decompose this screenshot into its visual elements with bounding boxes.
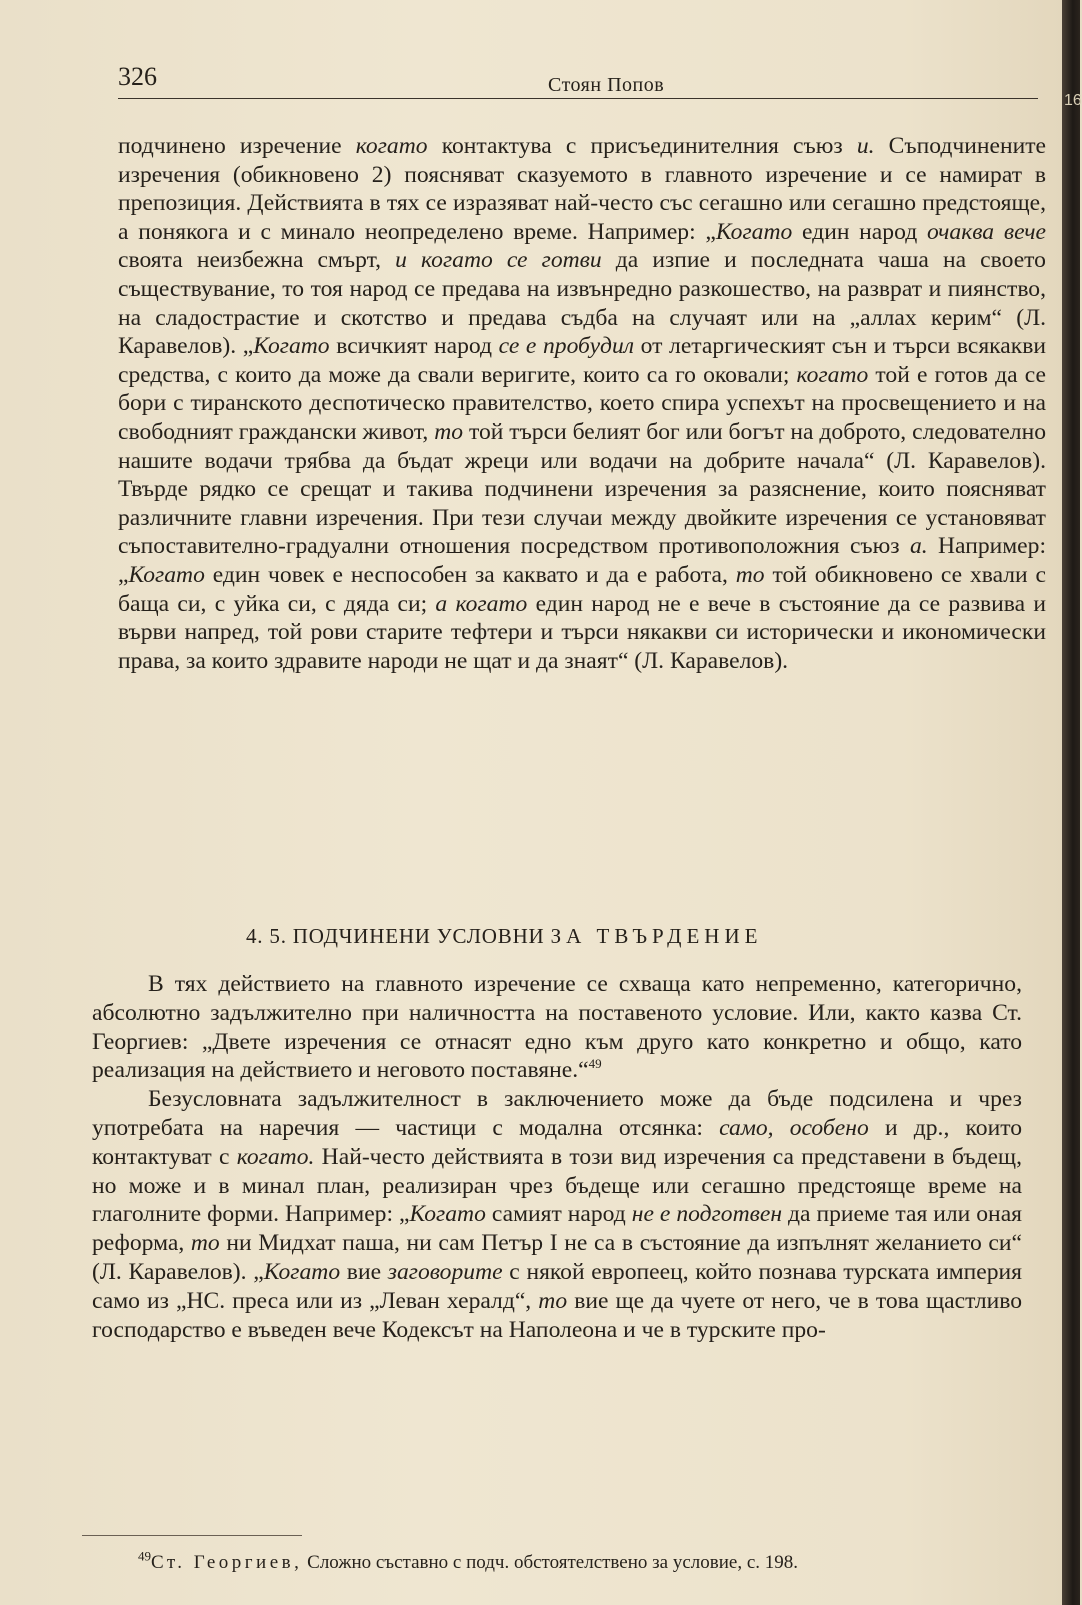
text-run: Например: „ bbox=[118, 533, 1046, 588]
footnote bbox=[82, 1548, 1022, 1574]
footnote-author: Ст. Георгиев, bbox=[151, 1552, 303, 1573]
italic-run: когато. bbox=[236, 1143, 315, 1170]
text-run: Съподчинените изречения (обикновено 2) поясняват сказуемото в главното изречение и се намират в препозиция. Действията в тях се изразяват най-често със сегашно или сегашно предстояще, а понякога и с минало неопределено време. Например: „ bbox=[118, 133, 1046, 245]
text-run: В тях действието на главното изречение се схваща като непременно, категорично, абсолютно задължително при наличността на поставеното условие. Или, както казва Ст. Георгиев: „Двете изречения се отнасят едно към друго като конкретно и общо, като реализация на действието и неговото поставяне.“ bbox=[92, 971, 1022, 1084]
text-run: Безусловната задължителност в заключението може да бъде подсилена и чрез употребата на наречия — частици с модална отсянка: bbox=[92, 1086, 1022, 1141]
text-run: самият народ bbox=[485, 1201, 632, 1228]
continuation-text bbox=[118, 132, 1046, 675]
italic-run: заговорите bbox=[387, 1258, 503, 1285]
italic-run: Когато bbox=[409, 1201, 486, 1228]
italic-run: само, особено bbox=[719, 1114, 869, 1141]
text-run: да изпие и последната чаша на своето съществувание, то тоя народ се предава на извънредно разкошество, на разврат и пиянство, на сладострастие и скотство и предава съдба на случаят или на „аллах керим“ (Л. Каравелов). „ bbox=[118, 247, 1046, 360]
text-run: един човек е неспособен за каквато и да е работа, bbox=[204, 561, 736, 588]
text-run: един народ не е вече в състояние да се развива и върви напред, той рови старите тефтери и търси някакви си исторически и икономически права, за които здравите народи не щат и да знаят“ (Л. Каравелов). bbox=[118, 590, 1046, 674]
section-title-spaced: ЗА ТВЪРДЕНИЕ bbox=[550, 924, 763, 948]
text-run: вие ще да чуете от него, че в това щастливо господарство е въведен вече Кодексът на Наполеона и че в турските про- bbox=[92, 1287, 1022, 1343]
running-head: Стоян Попов bbox=[548, 74, 665, 96]
footnote-text: Сложно съставно с подч. обстоятелствено за условие, с. 198. bbox=[302, 1552, 798, 1573]
text-run: вие bbox=[340, 1258, 388, 1285]
italic-run: не е подготвен bbox=[631, 1201, 783, 1228]
binding-edge bbox=[1062, 0, 1080, 1605]
edge-mark: 16 bbox=[1064, 92, 1082, 109]
italic-run: а когато bbox=[435, 590, 528, 617]
italic-run: то bbox=[538, 1287, 568, 1314]
header-rule bbox=[118, 98, 1038, 99]
page-number: 326 bbox=[118, 62, 157, 91]
italic-run: очаква вече bbox=[926, 218, 1046, 245]
text-run: той обикновено се хвали с баща си, с уйка си, с дяда си; bbox=[118, 561, 1046, 617]
text-run: подчинено изречение bbox=[118, 133, 356, 159]
text-run: своята неизбежна смърт, bbox=[118, 247, 396, 274]
section-text bbox=[92, 970, 1022, 1344]
text-run: ни Мидхат паша, ни сам Петър I не са в състояние да изпълнят желанието си“ (Л. Каравелов). „ bbox=[92, 1230, 1023, 1285]
section-title bbox=[246, 924, 762, 949]
italic-run: то bbox=[434, 418, 464, 445]
italic-run: се е пробудил bbox=[498, 333, 635, 360]
page-header bbox=[118, 58, 1058, 102]
italic-run: то bbox=[190, 1230, 220, 1257]
italic-run: Когато bbox=[715, 218, 793, 245]
italic-run: Когато bbox=[128, 561, 205, 588]
text-run: контактува с присъединителния съюз bbox=[427, 133, 857, 159]
paragraph-examples-explanation bbox=[118, 132, 1046, 675]
italic-run: когато bbox=[355, 133, 428, 159]
footnote-rule bbox=[82, 1535, 302, 1536]
italic-run: а. bbox=[909, 533, 928, 560]
text-run: Най-често действията в този вид изречения са представени в бъдещ, но може и в минал план, реализиран чрез бъдеще или сегашно предстояще време на глаголните форми. Например: „ bbox=[92, 1143, 1022, 1228]
italic-run: Когато bbox=[263, 1258, 341, 1285]
italic-run: Когато bbox=[253, 333, 330, 360]
italic-run: то bbox=[735, 561, 765, 588]
text-run: да приеме тая или оная реформа, bbox=[92, 1201, 1023, 1257]
text-run: той търси белият бог или богът на доброто, следователно нашите водачи трябва да бъдат жреци или водачи на добрите начала“ (Л. Каравелов). Твърде рядко се срещат и такива подчинени изречения за разяснение, които поясняват различните главни изречения. При тези случаи между двойките изречения се установяват съпоставително-градуални отношения посредством противоположния съюз bbox=[118, 418, 1046, 560]
footnote-ref: 49 bbox=[588, 1056, 602, 1072]
italic-run: когато bbox=[796, 361, 869, 388]
section-title-main: 4. 5. ПОДЧИНЕНИ УСЛОВНИ bbox=[246, 924, 545, 948]
text-run: и др., които контактуват с bbox=[92, 1114, 1022, 1170]
text-run: с някой европеец, който познава турската империя само из „НС. преса или из „Леван хералд“, bbox=[92, 1258, 1023, 1314]
text-run: един народ bbox=[792, 218, 927, 245]
paragraph-definition bbox=[92, 970, 1022, 1085]
italic-run: и когато се готви bbox=[395, 247, 602, 274]
footnote-marker: 49 bbox=[138, 1548, 151, 1564]
text-run: той е готов да се бори с тиранското деспотическо правителство, което спира успехът на просвещението и на свободният граждански живот, bbox=[118, 361, 1046, 445]
paragraph-modal-particles bbox=[92, 1085, 1022, 1344]
text-run: всичкият народ bbox=[329, 333, 499, 360]
text-run: от летаргическият сън и търси всякакви средства, с които да може да свали веригите, които са го оковали; bbox=[118, 333, 1046, 388]
italic-run: и. bbox=[856, 133, 875, 159]
